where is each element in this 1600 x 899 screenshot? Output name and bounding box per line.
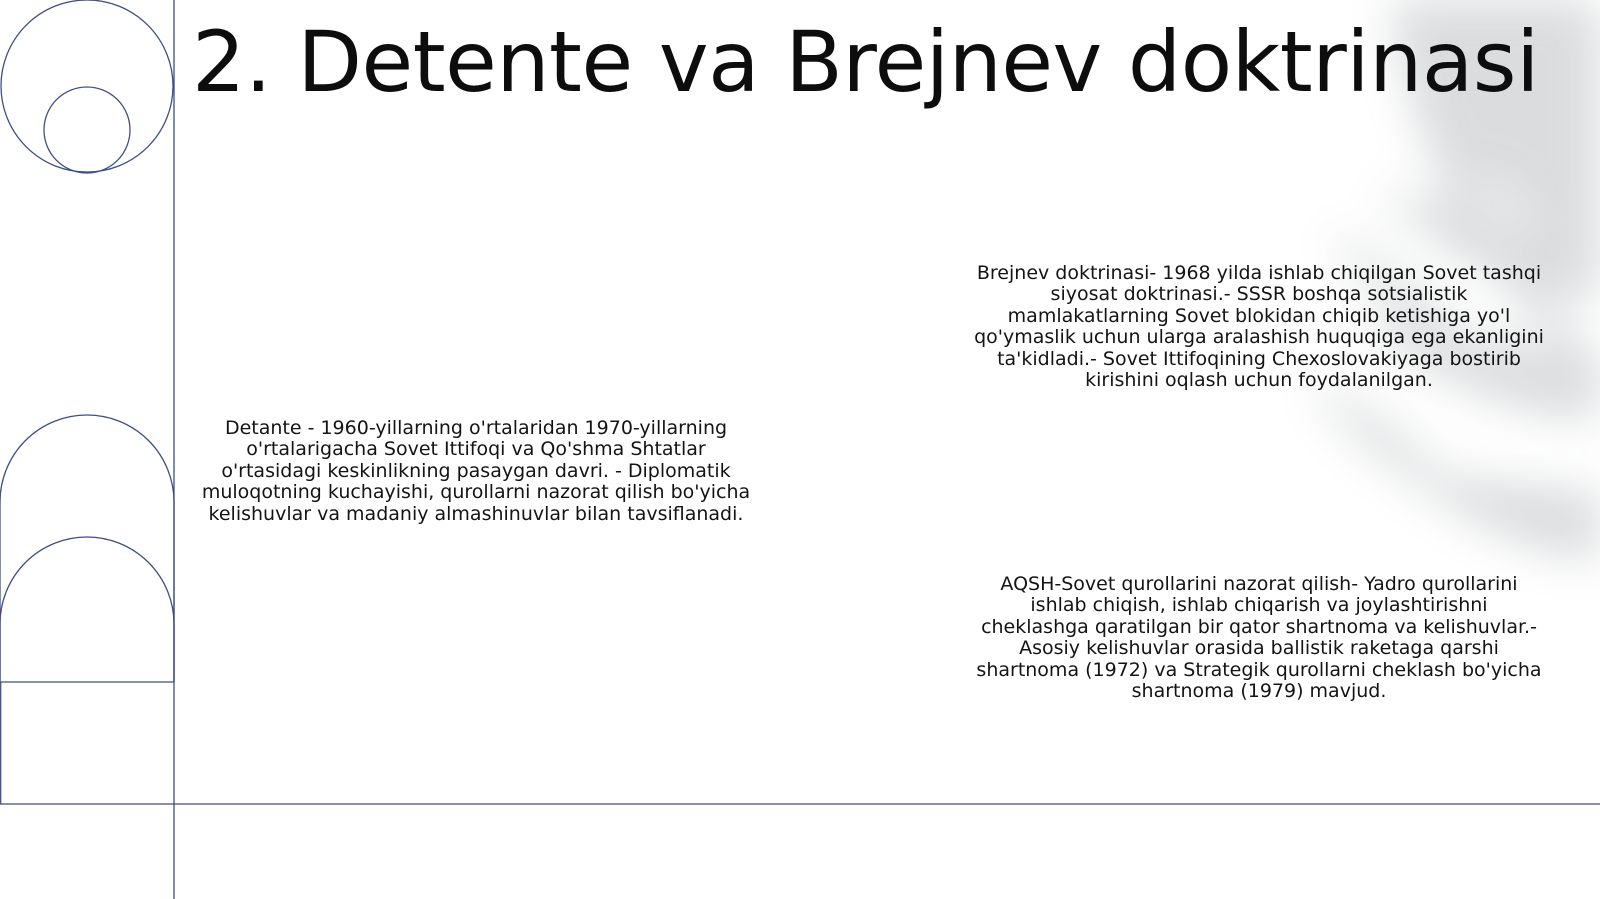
large-circle-shape <box>1 0 173 172</box>
brejnev-doctrine-text-block: Brejnev doktrinasi- 1968 yilda ishlab chiqilgan Sovet tashqi siyosat doktrinasi.- SSSR boshqa sotsialistik mamlakatlarning Sovet blokidan chiqib ketishiga yo'l qo'ymaslik uchun ularga aralashish huquqiga ega ekanligini ta'kidladi.- Sovet Ittifoqining Chexoslovakiyaga bostirib kirishini oqlash uchun foydalanilgan. <box>974 262 1544 392</box>
upper-arch-shape <box>0 415 174 682</box>
small-circle-shape <box>44 87 130 173</box>
slide-title: 2. Detente va Brejnev doktrinasi <box>192 13 1539 111</box>
detente-text-block: Detante - 1960-yillarning o'rtalaridan 1970-yillarning o'rtalarigacha Sovet Ittifoqi va Qo'shma Shtatlar o'rtasidagi keskinlikning pasaygan davri. - Diplomatik muloqotning kuchayishi, qurollarni nazorat qilish bo'yicha kelishuvlar va madaniy almashinuvlar bilan tavsiflanadi. <box>201 417 751 525</box>
lower-arch-shape <box>0 537 174 682</box>
arms-control-text-block: AQSH-Sovet qurollarini nazorat qilish- Yadro qurollarini ishlab chiqish, ishlab chiqarish va joylashtirishni cheklashga qaratilgan bir qator shartnoma va kelishuvlar.- Asosiy kelishuvlar orasida ballistik raketaga qarshi shartnoma (1972) va Strategik qurollarni cheklash bo'yicha shartnoma (1979) mavjud. <box>976 573 1542 703</box>
